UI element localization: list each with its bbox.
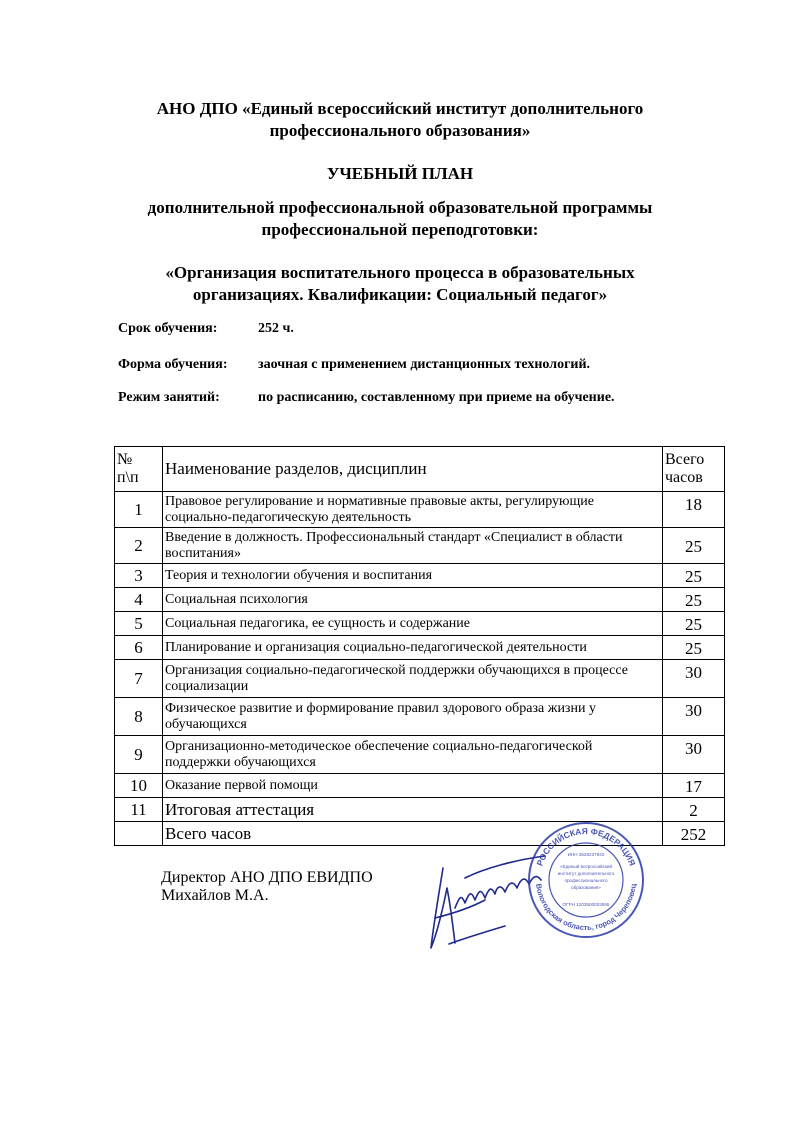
row-hours: 2 (663, 798, 725, 822)
table-row (115, 588, 725, 612)
row-hours: 25 (663, 588, 725, 612)
row-hours: 18 (663, 492, 725, 528)
row-discipline: Социальная психология (163, 588, 663, 612)
official-stamp (526, 820, 646, 940)
col-header-number-line2: п\п (117, 469, 139, 486)
org-name-line2: профессионального образования» (269, 121, 531, 140)
mode-label: Режим занятий: (118, 390, 220, 405)
table-row (115, 660, 725, 698)
table-row (115, 528, 725, 564)
row-number: 9 (115, 736, 163, 774)
row-number: 2 (115, 528, 163, 564)
row-number: 8 (115, 698, 163, 736)
form-row (118, 357, 591, 373)
col-header-number-line1: № (117, 451, 133, 468)
row-discipline: Теория и технологии обучения и воспитания (163, 564, 663, 588)
program-name-line1: «Организация воспитательного процесса в образовательных (165, 263, 635, 282)
org-name (0, 98, 800, 142)
stamp-inn: ИНН 3528237940 (567, 852, 605, 857)
table-row (115, 798, 725, 822)
stamp-inner-line3: институт дополнительного (557, 871, 615, 876)
col-header-hours (663, 447, 725, 492)
table-row (115, 612, 725, 636)
row-discipline: Организация социально-педагогической поддержки обучающихся в процессе социализации (163, 660, 663, 698)
total-value: 252 (663, 822, 725, 846)
mode-row (118, 390, 615, 406)
program-type-line2: профессиональной переподготовки: (261, 220, 539, 239)
table-row (115, 492, 725, 528)
doc-title: УЧЕБНЫЙ ПЛАН (326, 164, 474, 183)
row-discipline: Итоговая аттестация (163, 798, 663, 822)
duration-row (118, 321, 294, 337)
mode-value: по расписанию, составленному при приеме на обучение. (258, 390, 615, 405)
row-hours: 25 (663, 564, 725, 588)
program-name-line2: организациях. Квалификации: Социальный педагог» (192, 285, 608, 304)
stamp-bottom-text: Вологодская область, город Череповец (534, 883, 638, 933)
stamp-ogrn: ОГРН 1203500003555 (562, 902, 610, 907)
director-name: Михайлов М.А. (161, 887, 269, 904)
row-number: 7 (115, 660, 163, 698)
table-row (115, 698, 725, 736)
row-number: 4 (115, 588, 163, 612)
row-discipline: Планирование и организация социально-педагогической деятельности (163, 636, 663, 660)
row-hours: 25 (663, 636, 725, 660)
total-number-cell (115, 822, 163, 846)
stamp-inner-line4: профессионального (564, 878, 608, 883)
row-discipline: Организационно-методическое обеспечение социально-педагогической поддержки обучающихся (163, 736, 663, 774)
row-hours: 25 (663, 528, 725, 564)
row-hours: 30 (663, 736, 725, 774)
row-discipline: Социальная педагогика, ее сущность и содержание (163, 612, 663, 636)
row-hours: 30 (663, 660, 725, 698)
total-label: Всего часов (163, 822, 663, 846)
row-number: 3 (115, 564, 163, 588)
col-header-number (115, 447, 163, 492)
table-row (115, 774, 725, 798)
row-discipline: Правовое регулирование и нормативные правовые акты, регулирующие социально-педагогическую деятельность (163, 492, 663, 528)
program-type-line1: дополнительной профессиональной образовательной программы (147, 198, 653, 217)
curriculum-table (114, 446, 725, 846)
col-header-name: Наименование разделов, дисциплин (163, 447, 663, 492)
form-value: заочная с применением дистанционных технологий. (258, 357, 591, 372)
program-name (0, 262, 800, 306)
row-number: 6 (115, 636, 163, 660)
director-block (161, 869, 373, 905)
row-number: 11 (115, 798, 163, 822)
duration-value: 252 ч. (258, 321, 294, 336)
row-discipline: Оказание первой помощи (163, 774, 663, 798)
program-type (0, 197, 800, 241)
table-row (115, 636, 725, 660)
duration-label: Срок обучения: (118, 321, 218, 336)
table-row (115, 564, 725, 588)
row-number: 1 (115, 492, 163, 528)
stamp-top-text: РОССИЙСКАЯ ФЕДЕРАЦИЯ (534, 825, 638, 868)
row-hours: 25 (663, 612, 725, 636)
row-hours: 30 (663, 698, 725, 736)
table-row (115, 736, 725, 774)
row-number: 10 (115, 774, 163, 798)
stamp-inner-line2: «Единый всероссийский (559, 864, 613, 869)
row-discipline: Физическое развитие и формирование правил здорового образа жизни у обучающихся (163, 698, 663, 736)
col-header-hours-line1: Всего (665, 451, 705, 468)
stamp-inner-line5: образования» (571, 885, 601, 890)
form-label: Форма обучения: (118, 357, 228, 372)
table-header-row (115, 447, 725, 492)
row-discipline: Введение в должность. Профессиональный стандарт «Специалист в области воспитания» (163, 528, 663, 564)
org-name-line1: АНО ДПО «Единый всероссийский институт дополнительного (156, 99, 644, 118)
col-header-hours-line2: часов (665, 469, 703, 486)
director-title: Директор АНО ДПО ЕВИДПО (161, 869, 373, 886)
row-number: 5 (115, 612, 163, 636)
row-hours: 17 (663, 774, 725, 798)
